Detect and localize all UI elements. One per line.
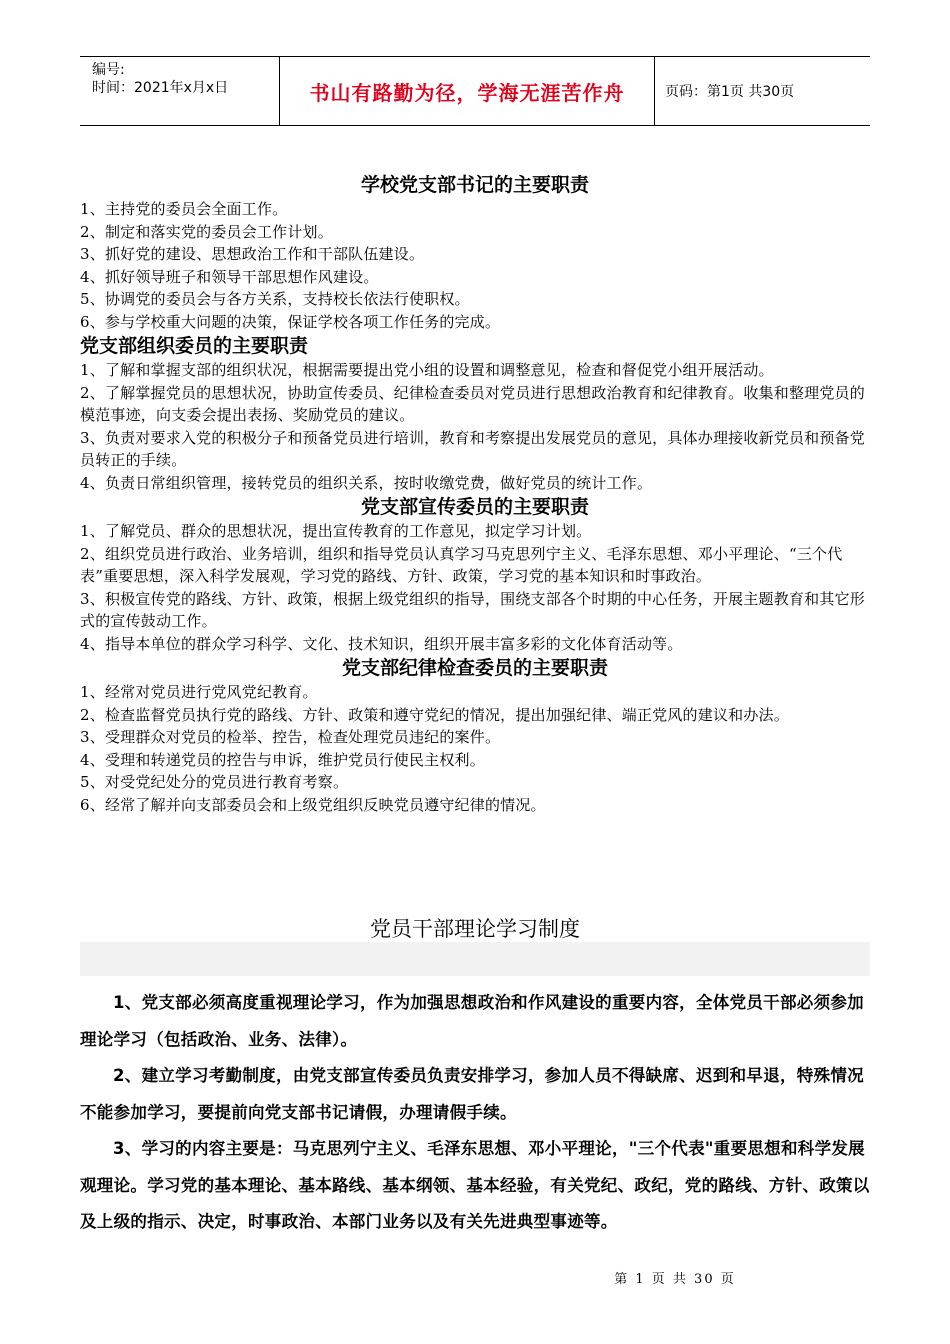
header-motto: 书山有路勤为径，学海无涯苦作舟 (309, 80, 625, 105)
list-item: 4、抓好领导班子和领导干部思想作风建设。 (80, 267, 379, 286)
list-item: 5、对受党纪处分的党员进行教育考察。 (80, 773, 349, 791)
list-item: 3、负责对要求入党的积极分子和预备党员进行培训，教育和考察提出发展党员的意见，具体办理接收新党员和预备党员转正的手续。 (80, 428, 865, 469)
section-title-discipline: 党支部纪律检查委员的主要职责 (341, 657, 608, 679)
list-item: 2、了解掌握党员的思想状况，协助宣传委员、纪律检查委员对党员进行思想政治教育和纪律教育。收集和整理党员的模范事迹，向支委会提出表扬、奖励党员的建议。 (80, 383, 865, 424)
list-item: 3、抓好党的建设、思想政治工作和干部队伍建设。 (80, 245, 425, 263)
document-number-label: 编号: (92, 62, 125, 78)
page-header (80, 56, 870, 126)
list-item: 1、主持党的委员会全面工作。 (80, 200, 288, 218)
header-motto-cell (280, 57, 655, 125)
list-item: 4、负责日常组织管理，接转党员的组织关系，按时收缴党费，做好党员的统计工作。 (80, 473, 653, 492)
list-item: 2、组织党员进行政治、业务培训，组织和指导党员认真学习马克思列宁主义、毛泽东思想、邓小平理论、“三个代表”重要思想，深入科学发展观，学习党的路线、方针、政策，学习党的基本知识和时事政治。 (80, 544, 843, 585)
list-item: 2、检查监督党员执行党的路线、方针、政策和遵守党纪的情况，提出加强纪律、端正党风的建议和办法。 (80, 705, 789, 724)
list-item: 3、受理群众对党员的检举、控告，检查处理党员违纪的案件。 (80, 728, 501, 746)
list-item: 3、积极宣传党的路线、方针、政策，根据上级党组织的指导，围绕支部各个时期的中心任务，开展主题教育和其它形式的宣传鼓动工作。 (80, 589, 865, 630)
policy-body (80, 985, 870, 1241)
page-footer: 第 1 页 共 30 页 (614, 1272, 736, 1287)
policy-title: 党员干部理论学习制度 (370, 917, 580, 941)
list-item: 1、经常对党员进行党风党纪教育。 (80, 683, 318, 701)
policy-paragraph: 3、学习的内容主要是：马克思列宁主义、毛泽东思想、邓小平理论，"三个代表"重要思想和科学发展观理论。学习党的基本理论、基本路线、基本纲领、基本经验，有关党纪、政纪，党的路线、方针、政策以及上级的指示、决定，时事政治、本部门业务以及有关先进典型事迹等。 (80, 1139, 870, 1231)
shaded-band (80, 942, 870, 976)
header-page-info: 页码：第1页 共30页 (665, 84, 795, 100)
list-item: 2、制定和落实党的委员会工作计划。 (80, 222, 333, 241)
list-item: 4、指导本单位的群众学习科学、文化、技术知识，组织开展丰富多彩的文化体育活动等。 (80, 634, 683, 653)
duties-content (80, 172, 870, 816)
document-time-label: 时间：2021年x月x日 (92, 80, 229, 96)
section-title-publicity: 党支部宣传委员的主要职责 (360, 496, 589, 518)
list-item: 1、了解和掌握支部的组织状况，根据需要提出党小组的设置和调整意见，检查和督促党小组开展活动。 (80, 361, 774, 379)
list-item: 4、受理和转递党员的控告与申诉，维护党员行使民主权利。 (80, 750, 485, 769)
list-item: 1、了解党员、群众的思想状况，提出宣传教育的工作意见，拟定学习计划。 (80, 522, 592, 540)
policy-paragraph: 2、建立学习考勤制度，由党支部宣传委员负责安排学习，参加人员不得缺席、迟到和早退，特殊情况不能参加学习，要提前向党支部书记请假，办理请假手续。 (80, 1066, 864, 1122)
section-title-organization: 党支部组织委员的主要职责 (80, 335, 309, 357)
header-meta (80, 57, 280, 125)
list-item: 6、经常了解并向支部委员会和上级党组织反映党员遵守纪律的情况。 (80, 795, 546, 814)
section-title-secretary: 学校党支部书记的主要职责 (360, 174, 589, 196)
list-item: 6、参与学校重大问题的决策，保证学校各项工作任务的完成。 (80, 312, 501, 331)
policy-paragraph: 1、党支部必须高度重视理论学习，作为加强思想政治和作风建设的重要内容，全体党员干部必须参加理论学习（包括政治、业务、法律）。 (80, 993, 864, 1049)
list-item: 5、协调党的委员会与各方关系，支持校长依法行使职权。 (80, 290, 470, 308)
